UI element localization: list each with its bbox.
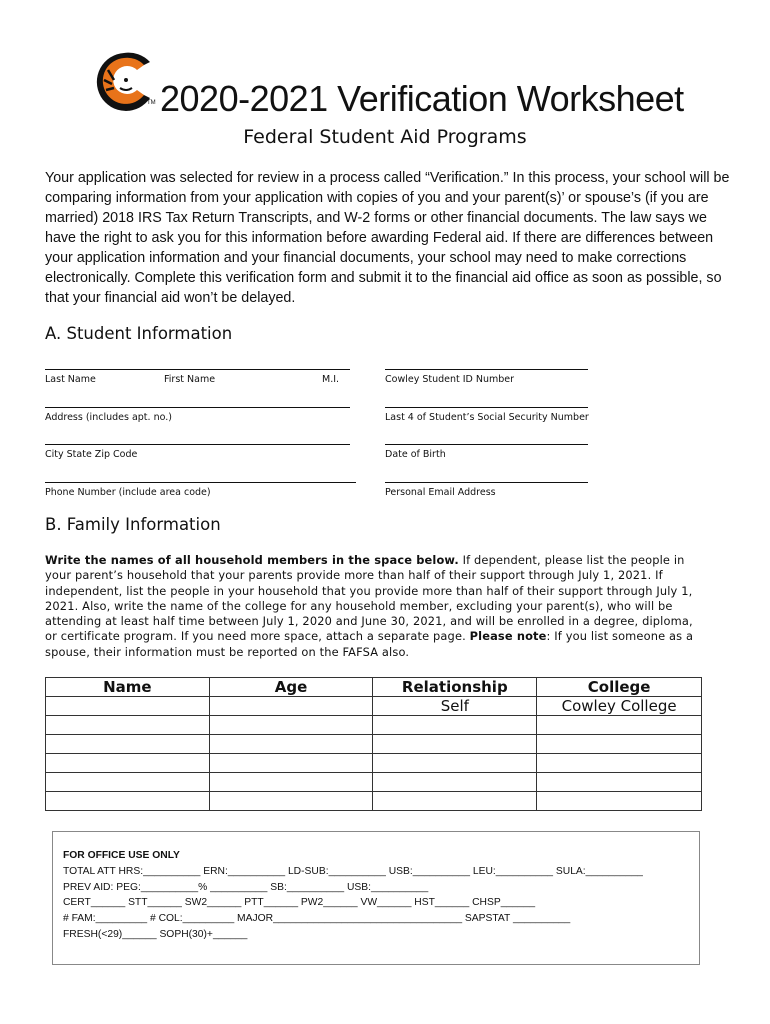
college-cell[interactable]: [537, 716, 702, 735]
office-line-2: PREV AID: PEG:__________% __________ SB:__________ USB:__________: [63, 881, 429, 893]
relationship-cell[interactable]: [373, 773, 537, 792]
page-subtitle: Federal Student Aid Programs: [243, 126, 527, 148]
table-row: [46, 792, 702, 811]
name-cell[interactable]: [46, 754, 210, 773]
table-header-row: [46, 678, 702, 697]
age-cell[interactable]: [209, 697, 373, 716]
mi-label: M.I.: [322, 374, 340, 385]
table-row: [46, 697, 702, 716]
page-title: 2020-2021 Verification Worksheet: [160, 78, 684, 119]
phone-line[interactable]: [45, 482, 356, 483]
name-cell[interactable]: [46, 735, 210, 754]
relationship-cell[interactable]: [373, 754, 537, 773]
relationship-cell[interactable]: [373, 735, 537, 754]
address-label: Address (includes apt. no.): [45, 412, 172, 423]
office-line-4: # FAM:_________ # COL:_________ MAJOR_________________________________ SAPSTAT __________: [63, 913, 571, 925]
relationship-cell[interactable]: [373, 792, 537, 811]
name-cell[interactable]: [46, 697, 210, 716]
city-state-zip-label: City State Zip Code: [45, 449, 138, 460]
name-cell[interactable]: [46, 716, 210, 735]
office-line-1: TOTAL ATT HRS:__________ ERN:__________ LD-SUB:__________ USB:__________ LEU:__________ SULA:__________: [63, 865, 643, 877]
intro-paragraph: Your application was selected for review in a process called “Verification.” In this process, your school will be comparing information from your application with copies of you and your parent(s)’ or spouse’s (if you are married) 2018 IRS Tax Return Transcripts, and W-2 forms or other financial documents. The law says we have the right to ask you for this information before awarding Federal aid. If there are differences between your application information and your financial documents, your school may need to make corrections electronically. Complete this verification form and submit it to the financial aid office as soon as possible, so that your financial aid won’t be delayed.: [45, 170, 730, 306]
office-use-heading: FOR OFFICE USE ONLY: [63, 850, 180, 861]
instructions-text-2: : If you list someone as a spouse, their information must be reported on the FAFSA also.: [45, 629, 694, 659]
instructions-text-1: If dependent, please list the people in your parent’s household that your parents provide more than half of their support through July 1, 2021. If independent, list the people in your household that you provide more than half of their support through July 1, 2021. Also, write the name of the college for any household member, excluding your parent(s), who will be attending at least half time between July 1, 2020 and June 30, 2021, and will be enrolled in a degree, diploma, or certificate program. If you need more space, attach a separate page.: [45, 553, 693, 644]
address-line[interactable]: [45, 407, 350, 408]
college-cell[interactable]: [537, 773, 702, 792]
table-row: [46, 773, 702, 792]
age-cell[interactable]: [209, 735, 373, 754]
age-cell[interactable]: [209, 792, 373, 811]
office-line-3: CERT______ STT______ SW2______ PTT______ PW2______ VW______ HST______ CHSP______: [63, 897, 536, 909]
age-header: Age: [209, 678, 373, 697]
email-line[interactable]: [385, 482, 588, 483]
student-id-line[interactable]: [385, 369, 588, 370]
name-cell[interactable]: [46, 792, 210, 811]
dob-line[interactable]: [385, 444, 588, 445]
household-table: [45, 677, 702, 811]
last-name-label: Last Name: [45, 374, 96, 385]
age-cell[interactable]: [209, 754, 373, 773]
college-header: College: [537, 678, 702, 697]
age-cell[interactable]: [209, 773, 373, 792]
table-row: [46, 754, 702, 773]
ssn-label: Last 4 of Student’s Social Security Number: [385, 412, 589, 423]
office-use-box: [52, 831, 700, 965]
table-row: [46, 735, 702, 754]
dob-label: Date of Birth: [385, 449, 446, 460]
relationship-header: Relationship: [373, 678, 537, 697]
college-cell[interactable]: [537, 792, 702, 811]
instructions-bold: Write the names of all household members in the space below.: [45, 553, 459, 567]
ssn-line[interactable]: [385, 407, 588, 408]
family-instructions: [45, 553, 705, 660]
section-a-heading: A. Student Information: [45, 324, 233, 343]
college-cell[interactable]: [537, 754, 702, 773]
relationship-cell[interactable]: [373, 716, 537, 735]
note-bold: Please note: [469, 629, 547, 644]
first-name-label: First Name: [164, 374, 216, 385]
table-row: [46, 716, 702, 735]
name-cell[interactable]: [46, 773, 210, 792]
section-b-heading: B. Family Information: [45, 515, 221, 534]
name-line[interactable]: [45, 369, 350, 370]
college-cell[interactable]: Cowley College: [537, 697, 702, 716]
city-line[interactable]: [45, 444, 350, 445]
relationship-cell[interactable]: Self: [373, 697, 537, 716]
college-cell[interactable]: [537, 735, 702, 754]
phone-label: Phone Number (include area code): [45, 487, 211, 498]
email-label: Personal Email Address: [385, 487, 496, 498]
office-line-5: FRESH(<29)______ SOPH(30)+______: [63, 928, 248, 940]
name-header: Name: [46, 678, 210, 697]
trademark-mark: TM: [147, 100, 156, 106]
age-cell[interactable]: [209, 716, 373, 735]
student-id-label: Cowley Student ID Number: [385, 374, 515, 385]
